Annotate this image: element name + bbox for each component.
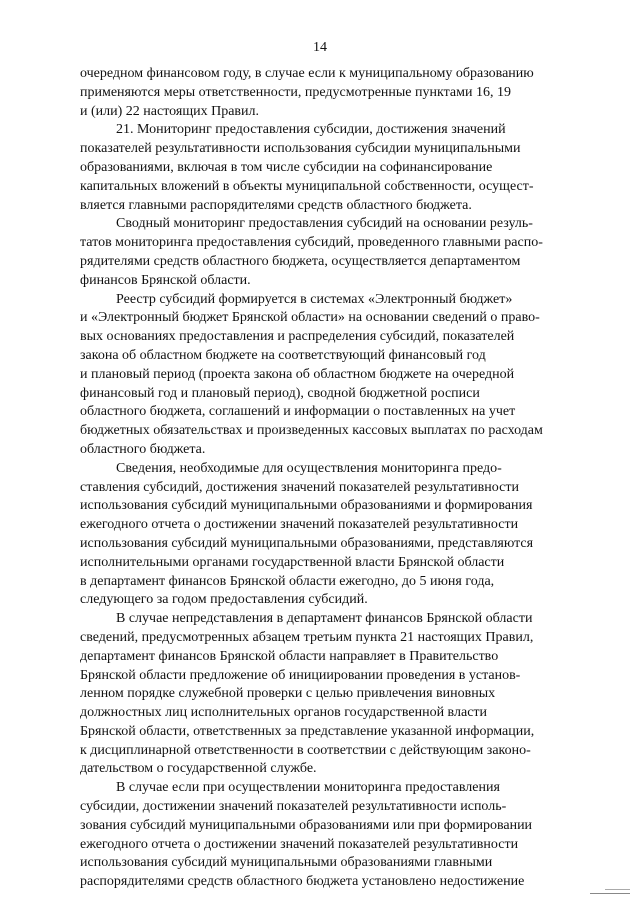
paragraph-non-achievement: В случае если при осуществлении мониторинга предоставления субсидии, достижении значений показателей результативности исполь- зования субсидий муниципальными образованиями или при формировании ежегодного отчета о достижении значений показателей результативности использования субсидий муниципальными образованиями главными распорядителями средств областного бюджета установлено недостижение <box>80 780 533 890</box>
paragraph-information-required: Сведения, необходимые для осуществления мониторинга предо- ставления субсидий, достижения значений показателей результативности использования субсидий муниципальными образованиями и формирования ежегодного отчета о достижении значений показателей результативности использования субсидий муниципальными образованиями, представляются исполнительными органами государственной власти Брянской области в департамент финансов Брянской области ежегодно, до 5 июня года, следующего за годом предоставления субсидий. <box>80 460 534 608</box>
paragraph-subsidy-registry: Реестр субсидий формируется в системах «Электронный бюджет» и «Электронный бюджет Брянской области» на основании сведений о право- вых основаниях предоставления и распределения субсидий, показателей закона об областном бюджете на соответствующий финансовый год и плановый период (проекта закона об областном бюджете на очередной финансовый год и плановый период), сводной бюджетной росписи областного бюджета, соглашений и информации о поставленных на учет бюджетных обязательствах и произведенных кассовых выплатах по расходам областного бюджета. <box>80 291 543 457</box>
paragraph-non-submission: В случае непредставления в департамент финансов Брянской области сведений, предусмотренных абзацем третьим пункта 21 настоящих Правил, департамент финансов Брянской области направляет в Правительство Брянской области предложение об инициировании проведения в установ- ленном порядке служебной проверки с целью привлечения виновных должностных лиц исполнительных органов государственной власти Брянской области, ответственных за представление указанной информации, к дисциплинарной ответственности в соответствии с действующим законо- дательством о государственной службе. <box>80 611 535 777</box>
paragraph-consolidated-monitoring: Сводный мониторинг предоставления субсидий на основании резуль- татов мониторинга предоставления субсидий, проведенного главными распо- рядителями средств областного бюджета, осуществляется департаментом финансов Брянской области. <box>80 216 543 288</box>
document-body <box>80 65 574 892</box>
scan-artifact-line <box>590 893 630 894</box>
paragraph-clause-21: 21. Мониторинг предоставления субсидии, достижения значений показателей результативности использования субсидии муниципальными образованиями, включая в том числе субсидии на софинансирование капитальных вложений в объекты муниципальной собственности, осущест- вляется главными распорядителями средств областного бюджета. <box>80 122 534 213</box>
scan-artifact-line <box>605 889 630 890</box>
page-number: 14 <box>313 40 327 55</box>
paragraph-continuation: очередном финансовом году, в случае если к муниципальному образованию применяются меры ответственности, предусмотренные пунктами 16, 19 и (или) 22 настоящих Правил. <box>80 66 534 119</box>
